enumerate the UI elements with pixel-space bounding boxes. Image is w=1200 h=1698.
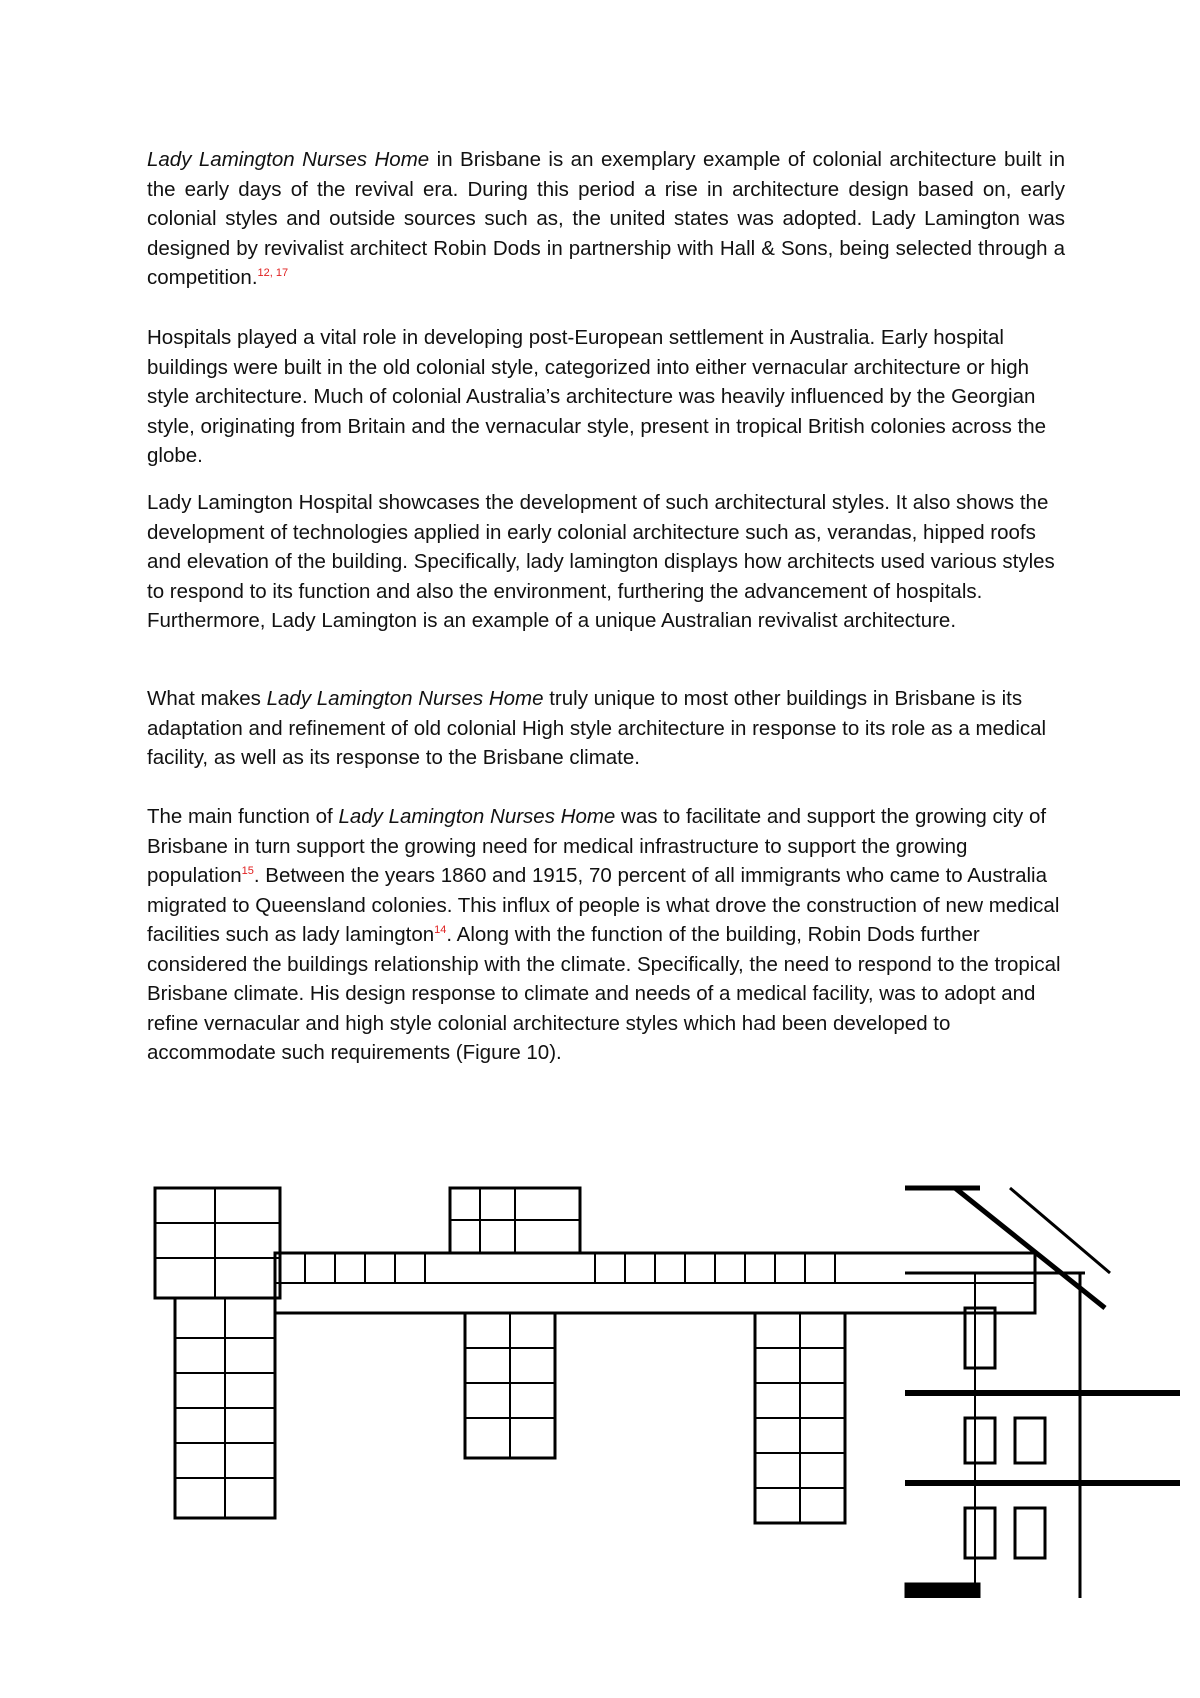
paragraph-function [147, 802, 1065, 1068]
building-name-italic: Lady Lamington Nurses Home [266, 687, 544, 710]
floor-plan-drawing [155, 1188, 1035, 1523]
section-window [965, 1418, 995, 1463]
paragraph-intro [147, 145, 1065, 293]
paragraph-text: What makes [147, 687, 267, 710]
section-window [1015, 1418, 1045, 1463]
paragraph-text: truly unique to most other buildings in Brisbane is its adaptation and refinement of old colonial High style architecture in response to its role as a medical facility, as well as its response to the Brisbane climate. [147, 687, 1047, 769]
section-base [905, 1583, 980, 1598]
citation-reference: 12, 17 [257, 267, 289, 280]
architectural-drawing [140, 1178, 1180, 1598]
citation-reference: 14 [434, 924, 447, 937]
plan-room-dividers [155, 1188, 845, 1523]
paragraph-text: . Along with the function of the building, Robin Dods further considered the buildings relationship with the climate. Specifically, the need to respond to the tropical Brisbane climate. His design response to climate and needs of a medical facility, was to adopt and refine vernacular and high style colonial architecture styles which had been developed to accommodate such requirements (Figure 10). [147, 923, 1061, 1064]
building-name-italic: Lady Lamington Nurses Home [338, 805, 616, 828]
section-elevation-drawing [905, 1188, 1180, 1598]
paragraph-text: . Between the years 1860 and 1915, 70 percent of all immigrants who came to Australia migrated to Queensland colonies. This influx of people is what drove the construction of new medical facilities such as lady lamington [147, 864, 1060, 946]
plan-left-block [155, 1188, 280, 1298]
section-roof-line-2 [1010, 1188, 1110, 1273]
paragraph-text: Hospitals played a vital role in developing post-European settlement in Australia. Early hospital buildings were built in the old colonial style, categorized into either vernacular architecture or high style architecture. Much of colonial Australia’s architecture was heavily influenced by the Georgian style, originating from Britain and the vernacular style, present in tropical British colonies across the globe. [147, 326, 1047, 467]
paragraph-text: was to facilitate and support the growing city of Brisbane in turn support the growing need for medical infrastructure to support the growing population [147, 805, 1047, 887]
citation-reference: 15 [241, 865, 254, 878]
section-window [965, 1508, 995, 1558]
paragraph-uniqueness [147, 684, 1065, 773]
paragraph-styles [147, 488, 1065, 636]
architectural-figure [140, 1178, 1180, 1598]
building-name-italic: Lady Lamington Nurses Home [147, 148, 430, 171]
paragraph-text: in Brisbane is an exemplary example of colonial architecture built in the early days of the revival era. During this period a rise in architecture design based on, early colonial styles and outside sources such as, the united states was adopted. Lady Lamington was designed by revivalist architect Robin Dods in partnership with Hall & Sons, being selected through a competition. [147, 148, 1066, 289]
section-window [1015, 1508, 1045, 1558]
section-window [965, 1308, 995, 1368]
paragraph-hospitals [147, 323, 1065, 471]
paragraph-text: Lady Lamington Hospital showcases the development of such architectural styles. It also shows the development of technologies applied in early colonial architecture such as, verandas, hipped roofs and elevation of the building. Specifically, lady lamington displays how architects used various styles to respond to its function and also the environment, furthering the advancement of hospitals. Furthermore, Lady Lamington is an example of a unique Australian revivalist architecture. [147, 491, 1055, 632]
paragraph-text: The main function of [147, 805, 339, 828]
